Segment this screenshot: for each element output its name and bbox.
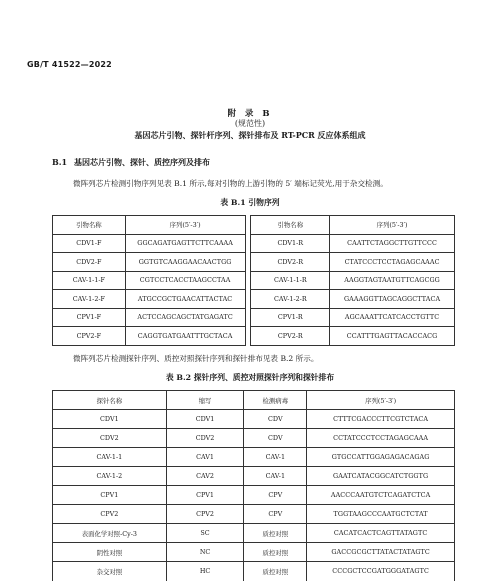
probe-abbr: SC	[166, 524, 244, 543]
appendix-name: 基因芯片引物、探针杆序列、探针排布及 RT-PCR 反应体系组成	[134, 130, 366, 140]
primer-table	[52, 215, 455, 346]
table-row	[53, 234, 455, 253]
primer-sequence: GAAAGGTTAGCAGGCTTACA	[330, 290, 455, 309]
probe-abbr: HC	[166, 562, 244, 581]
table-row	[53, 308, 455, 327]
primer-name: CAV-1-2-F	[53, 290, 126, 309]
primer-name: CAV-1-1-F	[53, 271, 126, 290]
table-row	[53, 562, 455, 581]
table-header-row	[53, 216, 455, 235]
probe-abbr: CPV2	[166, 505, 244, 524]
target-virus: CPV	[244, 505, 307, 524]
table-row	[53, 486, 455, 505]
target-virus: 质控对照	[244, 543, 307, 562]
primer-sequence: CAATTCTAGGCTTGTTCCC	[330, 234, 455, 253]
probe-sequence: CCCGCTCCGATGGGATAGTC	[307, 562, 455, 581]
primer-name: CAV-1-2-R	[251, 290, 330, 309]
primer-name: CPV1-F	[53, 308, 126, 327]
table-row	[53, 467, 455, 486]
target-virus: CDV	[244, 410, 307, 429]
table-row	[53, 410, 455, 429]
probe-sequence: GACCGCGCTTATACTATAGTC	[307, 543, 455, 562]
target-virus: CAV-1	[244, 448, 307, 467]
probe-name: CPV2	[53, 505, 167, 524]
section-heading	[52, 157, 210, 168]
table-b2-caption: 表 B.2 探针序列、质控对照探针序列和探针排布	[165, 373, 335, 382]
table-row	[53, 271, 455, 290]
probe-name: 阴性对照	[53, 543, 167, 562]
probe-sequence: CTTTCGACCCTTCGTCTACA	[307, 410, 455, 429]
primer-sequence: ATGCCGCTGAACATTACTAC	[125, 290, 245, 309]
primer-name: CDV2-F	[53, 253, 126, 272]
probe-sequence: AACCCAATGTCTCAGATCTCA	[307, 486, 455, 505]
target-virus: 质控对照	[244, 562, 307, 581]
table-header-row	[53, 391, 455, 410]
probe-sequence: CCTATCCCTCCTAGAGCAAA	[307, 429, 455, 448]
column-header: 序列(5′-3′)	[307, 391, 455, 410]
primer-sequence: AGCAAATTCATCACCTGTTC	[330, 308, 455, 327]
table-row	[53, 448, 455, 467]
primer-sequence: CGTCCTCACCTAAGCCTAA	[125, 271, 245, 290]
primer-name: CAV-1-1-R	[251, 271, 330, 290]
primer-name: CDV1-R	[251, 234, 330, 253]
primer-sequence: AAGGTAGTAATGTTCAGCGG	[330, 271, 455, 290]
column-header: 序列(5′-3′)	[330, 216, 455, 235]
probe-sequence: GTGCCATTGGAGAGACAGAG	[307, 448, 455, 467]
column-header: 引物名称	[53, 216, 126, 235]
table-row	[53, 327, 455, 346]
paragraph-primers: 微阵列芯片检测引物序列见表 B.1 所示,每对引物的上游引物的 5′ 端标记荧光,用于杂交检测。	[73, 179, 388, 188]
probe-abbr: CDV2	[166, 429, 244, 448]
primer-name: CDV2-R	[251, 253, 330, 272]
probe-name: CAV-1-1	[53, 448, 167, 467]
primer-name: CPV1-R	[251, 308, 330, 327]
column-header: 探针名称	[53, 391, 167, 410]
table-row	[53, 253, 455, 272]
target-virus: 质控对照	[244, 524, 307, 543]
probe-sequence: GAATCATACGGCATCTGGTG	[307, 467, 455, 486]
probe-abbr: NC	[166, 543, 244, 562]
primer-sequence: ACTCCAGCAGCTATGAGATC	[125, 308, 245, 327]
primer-sequence: CAGGTGATGAATTTGCTACA	[125, 327, 245, 346]
probe-name: 表面化学对照-Cy-3	[53, 524, 167, 543]
probe-abbr: CPV1	[166, 486, 244, 505]
primer-sequence: CCATTTGAGTTACACCACG	[330, 327, 455, 346]
table-row	[53, 543, 455, 562]
table-b1-caption: 表 B.1 引物序列	[220, 198, 280, 207]
table-row	[53, 290, 455, 309]
table-row	[53, 524, 455, 543]
probe-table	[52, 390, 455, 581]
column-header: 引物名称	[251, 216, 330, 235]
standard-code: GB/T 41522—2022	[27, 60, 112, 69]
target-virus: CAV-1	[244, 467, 307, 486]
primer-name: CPV2-F	[53, 327, 126, 346]
section-title: 基因芯片引物、探针、质控序列及排布	[74, 157, 210, 167]
target-virus: CDV	[244, 429, 307, 448]
primer-sequence: GGCAGATGAGTTCTTCAAAA	[125, 234, 245, 253]
appendix-type: (规范性)	[234, 119, 266, 128]
probe-name: CDV2	[53, 429, 167, 448]
column-header: 缩写	[166, 391, 244, 410]
appendix-title: 附 录 B	[227, 109, 273, 119]
primer-name: CPV2-R	[251, 327, 330, 346]
target-virus: CPV	[244, 486, 307, 505]
probe-sequence: TGGTAAGCCCAATGCTCTAT	[307, 505, 455, 524]
probe-name: CPV1	[53, 486, 167, 505]
probe-abbr: CAV2	[166, 467, 244, 486]
column-header: 序列(5′-3′)	[125, 216, 245, 235]
probe-abbr: CDV1	[166, 410, 244, 429]
probe-name: 杂交对照	[53, 562, 167, 581]
primer-sequence: CTATCCCTCCTAGAGCAAAC	[330, 253, 455, 272]
probe-sequence: CACATCACTCAGTTATAGTC	[307, 524, 455, 543]
probe-name: CAV-1-2	[53, 467, 167, 486]
probe-abbr: CAV1	[166, 448, 244, 467]
table-row	[53, 505, 455, 524]
primer-sequence: GGTGTCAAGGAACAACTGG	[125, 253, 245, 272]
paragraph-probes: 微阵列芯片检测探针序列、质控对照探针序列和探针排布见表 B.2 所示。	[73, 354, 319, 363]
primer-name: CDV1-F	[53, 234, 126, 253]
table-row	[53, 429, 455, 448]
column-header: 检测病毒	[244, 391, 307, 410]
probe-name: CDV1	[53, 410, 167, 429]
section-number: B.1	[52, 157, 68, 167]
